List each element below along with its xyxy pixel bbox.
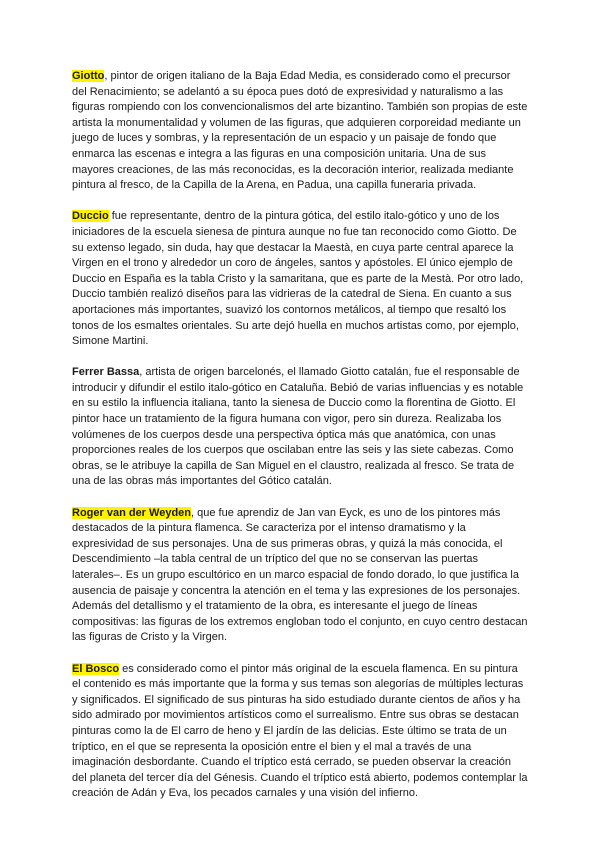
artist-name-roger-van-der-weyden: Roger van der Weyden [72,506,191,519]
artist-name-duccio: Duccio [72,210,109,223]
artist-name-ferrer-bassa: Ferrer Bassa [72,366,140,379]
paragraph-roger-van-der-weyden [72,506,528,646]
paragraph-text: , artista de origen barcelonés, el llamado Giotto catalán, fue el responsable de introducir y difundir el estilo italo-gótico en Cataluña. Bebió de varias influencias y es notable en su estilo la influencia italiana, tanto la sienesa de Duccio como la florentina de Giotto. El pintor hace un tratamiento de la figura humana con vigor, pero sin dureza. Realizaba los volúmenes de los cuerpos desde una perspectiva óptica más que anatómica, con unas proporciones reales de los cuerpos que oscilaban entre las seis y las siete cabezas. Como obras, se le atribuye la capilla de San Miguel en el claustro, realizada al fresco. Se trata de una de las obras más importantes del Gótico catalán. [72,366,524,488]
paragraph-giotto [72,69,528,194]
paragraph-text: , pintor de origen italiano de la Baja Edad Media, es considerado como el precursor del Renacimiento; se adelantó a su época pues dotó de expresividad y naturalismo a las figuras rompiendo con los convencionalismos del arte bizantino. También son propias de este artista la monumentalidad y volumen de las figuras, que adquieren corporeidad mediante un juego de luces y sombras, y la representación de un espacio y un paisaje de fondo que enmarca las escenas e integra a las figuras en una composición unitaria. Una de sus mayores creaciones, de las más reconocidas, es la decoración interior, realizada mediante pintura al fresco, de la Capilla de la Arena, en Padua, una capilla funeraria privada. [72,70,528,192]
artist-name-giotto: Giotto [72,70,105,82]
paragraph-text: , que fue aprendiz de Jan van Eyck, es uno de los pintores más destacados de la pintura flamenca. Se caracteriza por el intenso dramatismo y la expresividad de sus personajes. Una de sus primeras obras, y quizá la más conocida, el Descendimiento –la tabla central de un tríptico del que no se conservan las puertas laterales–. Es un grupo escultórico en un marco espacial de fondo dorado, lo que justifica la ausencia de paisaje y concentra la atención en el tema y las expresiones de los personajes. Además del detallismo y el tratamiento de la obra, es interesante el juego de líneas compositivas: las figuras de los extremos engloban todo el conjunto, en cuyo centro destacan las figuras de Cristo y la Virgen. [72,506,528,644]
document-page [72,69,528,818]
paragraph-duccio [72,209,528,349]
paragraph-text: fue representante, dentro de la pintura gótica, del estilo italo-gótico y uno de los iniciadores de la escuela sienesa de pintura aunque no fue tan reconocido como Giotto. De su extenso legado, sin duda, hay que destacar la Maestà, en cuya parte central aparece la Virgen en el trono y alrededor un coro de ángeles, santos y apóstoles. El único ejemplo de Duccio en España es la tabla Cristo y la samaritana, que es parte de la Mestà. Por otro lado, Duccio también realizó diseños para las vidrieras de la catedral de Siena. En cuanto a sus aportaciones más importantes, suavizó los contornos metálicos, al tiempo que resaltó los tonos de los esmaltes orientales. Su arte dejó huella en muchos artistas como, por ejemplo, Simone Martini. [72,210,524,348]
paragraph-text: es considerado como el pintor más original de la escuela flamenca. En su pintura el contenido es más importante que la forma y sus temas son alegorías de múltiples lecturas y significados. El significado de sus pinturas ha sido estudiado durante cientos de años y ha sido admirado por movimientos artísticos como el surrealismo. Entre sus obras se destacan pinturas como la de El carro de heno y El jardín de las delicias. Este último se trata de un tríptico, en el que se representa la oposición entre el bien y el mal a través de una imaginación desbordante. Cuando el tríptico está cerrado, se pueden observar la creación del planeta del tercer día del Génesis. Cuando el tríptico está abierto, podemos contemplar la creación de Adán y Eva, los pecados carnales y una visión del infierno. [72,662,528,800]
paragraph-ferrer-bassa [72,365,528,490]
artist-name-el-bosco: El Bosco [72,662,120,675]
paragraph-el-bosco [72,662,528,802]
